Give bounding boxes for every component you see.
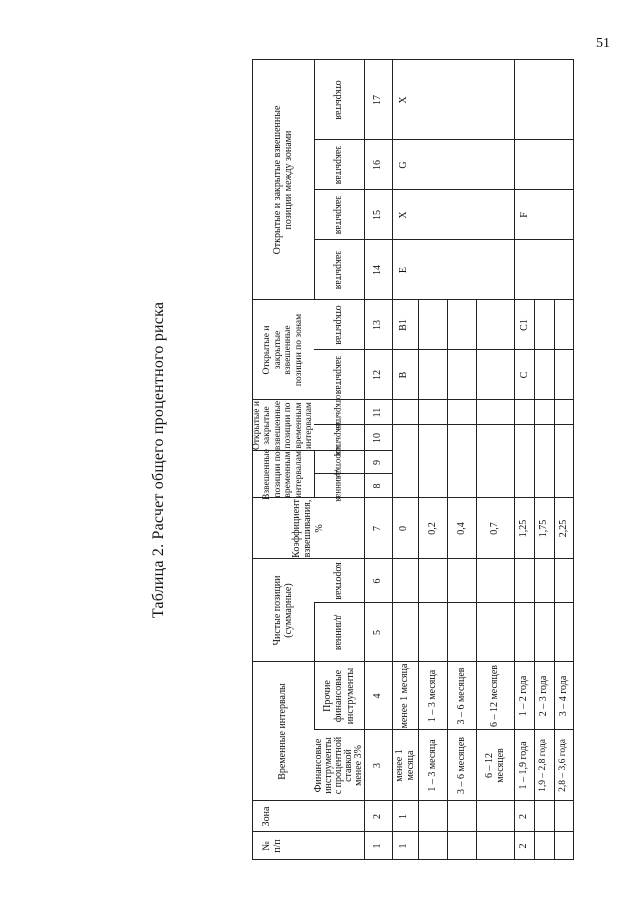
between-closed-value: X: [398, 211, 410, 219]
interval-fin: 2,8 – 3,6 года: [557, 739, 568, 792]
between-open-value: X: [398, 96, 410, 104]
column-number: 11: [372, 407, 384, 418]
column-number: 17: [372, 95, 384, 105]
column-number: 3: [372, 763, 384, 768]
header-intervals: Временные интервалы: [277, 683, 289, 780]
between-closed-value: F: [519, 212, 531, 218]
header-zone-open: открытая: [333, 305, 345, 345]
header-open-closed-time: Открытые и закрытые взвешенные позиции по временным интервалам: [251, 400, 314, 451]
header-between-closed-2: закрытая: [333, 195, 345, 235]
interval-fin: 3 – 6 месяцев: [455, 736, 467, 795]
header-between-open: открытая: [333, 80, 345, 120]
interval-other: 3 – 4 года: [557, 675, 569, 717]
coefficient-value: 1,25: [518, 519, 530, 538]
coefficient-value: 0,7: [489, 522, 501, 535]
coefficient-value: 0: [398, 526, 410, 531]
row-no: 1: [398, 843, 410, 849]
header-net-positions: Чистые позиции (суммарные): [271, 575, 294, 646]
header-net-short: короткая: [333, 562, 345, 600]
header-other-instruments: Прочие финансовые инструменты: [321, 667, 356, 725]
zone-closed-value: C: [519, 371, 531, 379]
column-number: 14: [372, 265, 384, 275]
table-caption: Таблица 2. Расчет общего процентного риска: [150, 301, 167, 619]
interval-other: 2 – 3 года: [538, 675, 550, 717]
header-fin-instruments: Финансовые инструменты с процентной ставкой менее 3%: [313, 736, 364, 795]
column-number: 4: [372, 693, 384, 699]
page-number: 51: [596, 36, 610, 51]
header-time-closed: закрытая: [334, 420, 344, 456]
coefficient-value: 2,25: [557, 519, 569, 538]
header-weighted-short: короткая: [334, 445, 344, 480]
interval-fin: менее 1 месяца: [393, 749, 416, 782]
column-number: 7: [372, 526, 384, 531]
coefficient-value: 1,75: [538, 519, 550, 538]
header-weighted-long: длинная: [334, 470, 344, 502]
column-number: 8: [372, 483, 384, 489]
row-zone: 1: [398, 814, 410, 819]
column-number: 15: [372, 210, 384, 220]
zone-open-value: C1: [519, 319, 531, 331]
interval-fin: 1 – 1,9 года: [518, 741, 530, 790]
interval-other: 3 – 6 месяцев: [455, 667, 467, 725]
header-coefficient: Коэффициент взвешивания, %: [290, 499, 325, 558]
interval-fin: 1,9 – 2,8 года: [538, 739, 549, 792]
interval-other: 1 – 3 месяца: [426, 669, 438, 723]
header-between-closed-3: закрытая: [333, 145, 345, 185]
header-net-long: длинная: [333, 614, 345, 651]
coefficient-value: 0,2: [426, 522, 438, 535]
risk-table: [252, 60, 572, 860]
column-number: 5: [372, 630, 384, 635]
header-time-open: открытая: [334, 394, 344, 431]
row-no: 2: [518, 843, 530, 849]
column-number: 2: [372, 814, 384, 819]
header-open-closed-zone: Открытые и закрытые взвешенные позиции по зонам: [262, 313, 304, 387]
column-number: 10: [372, 433, 384, 443]
between-closed-value: E: [398, 266, 410, 274]
rotated-page: [150, 60, 630, 860]
header-zone-closed: закрытая: [333, 355, 345, 395]
column-number: 9: [372, 460, 384, 465]
column-number: 6: [372, 578, 384, 584]
column-number: 12: [372, 370, 384, 380]
interval-fin: 1 – 3 месяца: [426, 739, 438, 792]
interval-other: 1 – 2 года: [518, 675, 530, 717]
header-zone: Зона: [261, 806, 273, 827]
coefficient-value: 0,4: [455, 522, 467, 535]
header-between-closed-1: закрытая: [333, 250, 345, 290]
between-closed-value: G: [398, 161, 410, 169]
column-number: 13: [372, 320, 384, 330]
zone-closed-value: B: [398, 371, 410, 379]
interval-other: менее 1 месяца: [399, 663, 411, 729]
interval-other: 6 – 12 месяцев: [489, 664, 501, 728]
header-no: № п/п: [260, 839, 283, 853]
row-zone: 2: [518, 814, 530, 819]
column-number: 16: [372, 160, 384, 170]
zone-open-value: B1: [398, 319, 410, 331]
interval-fin: 6 – 12 месяцев: [483, 748, 506, 783]
column-number: 1: [372, 843, 384, 849]
header-weighted: Взвешенные позиции по временным интервалам: [262, 448, 304, 501]
header-open-closed-between: Открытые и закрытые взвешенные позиции между зонами: [271, 105, 294, 255]
